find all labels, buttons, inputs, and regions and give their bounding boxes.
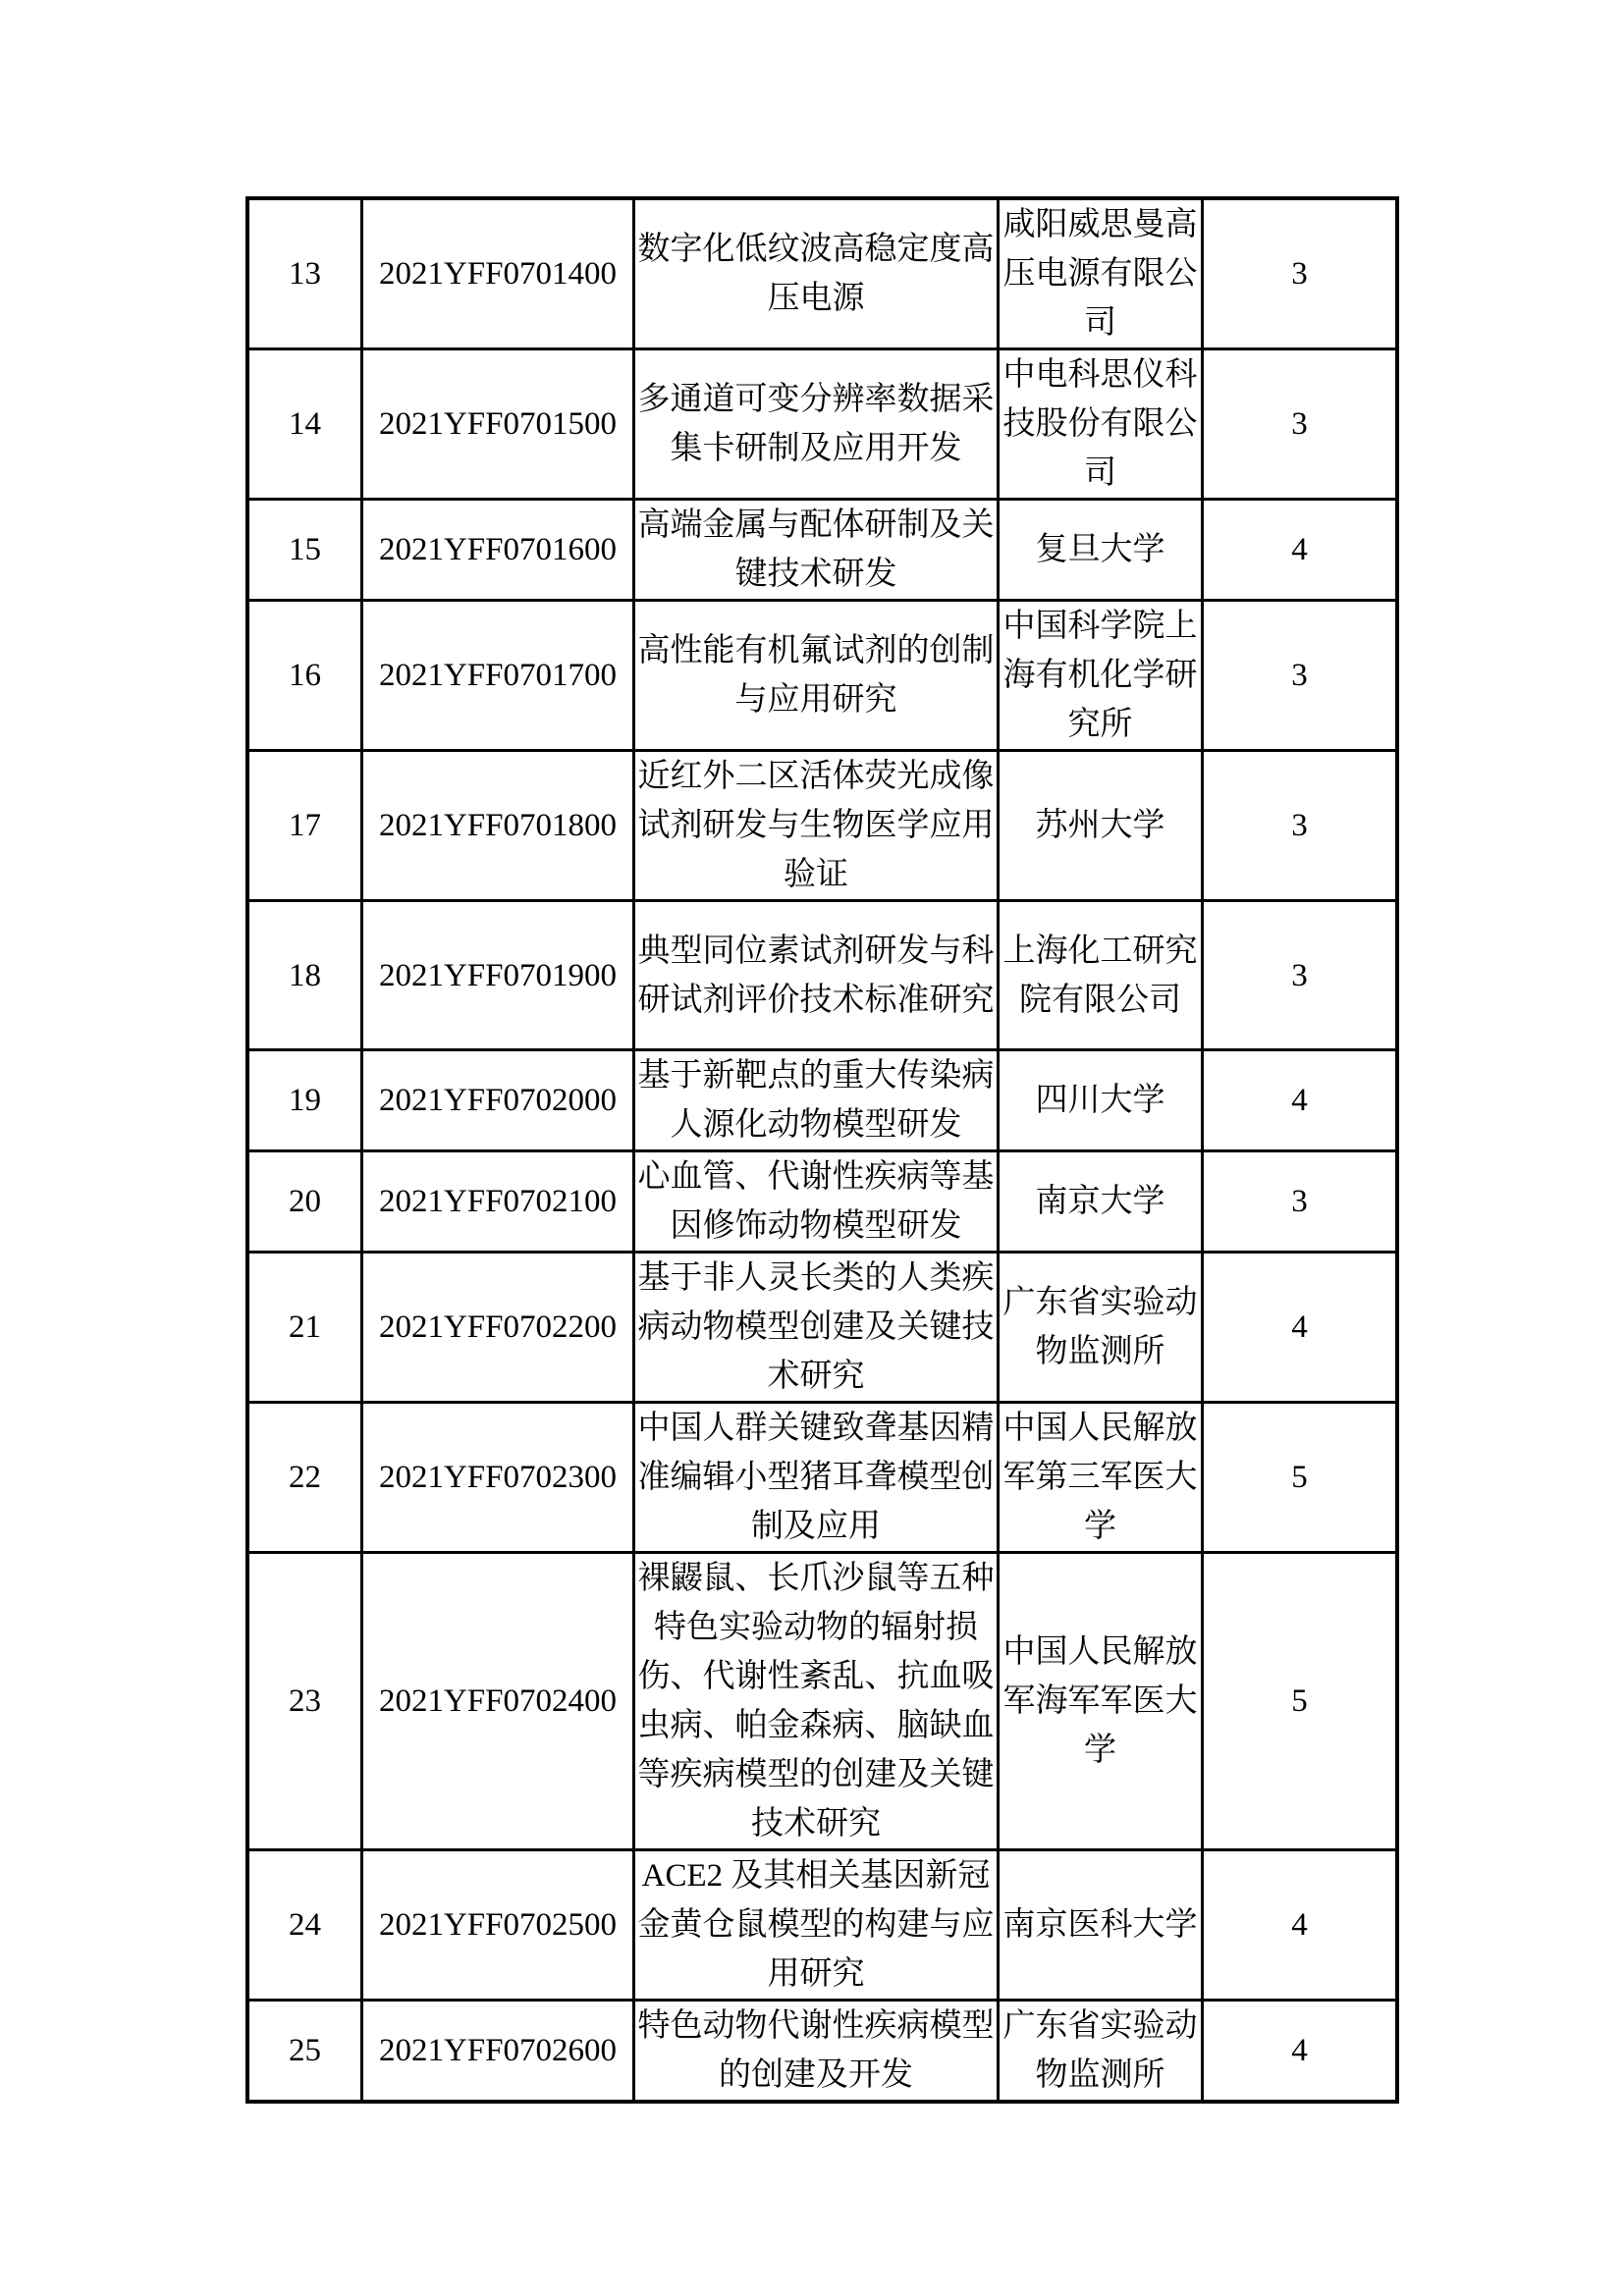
table-row xyxy=(247,601,1397,751)
count-cell: 3 xyxy=(1203,198,1398,349)
organization-cell: 南京医科大学 xyxy=(999,1850,1203,2001)
organization-cell: 复旦大学 xyxy=(999,500,1203,601)
project-code-cell: 2021YFF0702400 xyxy=(362,1553,634,1850)
project-code-cell: 2021YFF0701800 xyxy=(362,751,634,901)
project-code-cell: 2021YFF0701600 xyxy=(362,500,634,601)
projects-table xyxy=(245,196,1399,2104)
project-code-cell: 2021YFF0701900 xyxy=(362,901,634,1050)
row-number-cell: 23 xyxy=(247,1553,362,1850)
table-row xyxy=(247,198,1397,349)
project-title-cell: 多通道可变分辨率数据采集卡研制及应用开发 xyxy=(634,349,999,500)
table-row xyxy=(247,1151,1397,1253)
count-cell: 4 xyxy=(1203,2001,1398,2103)
project-title-cell: 数字化低纹波高稳定度高压电源 xyxy=(634,198,999,349)
count-cell: 3 xyxy=(1203,751,1398,901)
row-number-cell: 24 xyxy=(247,1850,362,2001)
table-row xyxy=(247,751,1397,901)
row-number-cell: 20 xyxy=(247,1151,362,1253)
row-number-cell: 22 xyxy=(247,1403,362,1553)
count-cell: 5 xyxy=(1203,1553,1398,1850)
row-number-cell: 21 xyxy=(247,1253,362,1403)
organization-cell: 苏州大学 xyxy=(999,751,1203,901)
project-code-cell: 2021YFF0701400 xyxy=(362,198,634,349)
count-cell: 4 xyxy=(1203,1253,1398,1403)
count-cell: 4 xyxy=(1203,1850,1398,2001)
project-title-cell: 心血管、代谢性疾病等基因修饰动物模型研发 xyxy=(634,1151,999,1253)
count-cell: 3 xyxy=(1203,901,1398,1050)
organization-cell: 中国科学院上海有机化学研究所 xyxy=(999,601,1203,751)
table-row xyxy=(247,2001,1397,2103)
project-title-cell: 典型同位素试剂研发与科研试剂评价技术标准研究 xyxy=(634,901,999,1050)
organization-cell: 四川大学 xyxy=(999,1050,1203,1151)
project-title-cell: 特色动物代谢性疾病模型的创建及开发 xyxy=(634,2001,999,2103)
row-number-cell: 17 xyxy=(247,751,362,901)
project-title-cell: 中国人群关键致聋基因精准编辑小型猪耳聋模型创制及应用 xyxy=(634,1403,999,1553)
project-title-cell: 高性能有机氟试剂的创制与应用研究 xyxy=(634,601,999,751)
table-row xyxy=(247,901,1397,1050)
project-title-cell: ACE2 及其相关基因新冠金黄仓鼠模型的构建与应用研究 xyxy=(634,1850,999,2001)
project-code-cell: 2021YFF0701500 xyxy=(362,349,634,500)
project-title-cell: 近红外二区活体荧光成像试剂研发与生物医学应用验证 xyxy=(634,751,999,901)
count-cell: 4 xyxy=(1203,500,1398,601)
project-code-cell: 2021YFF0702100 xyxy=(362,1151,634,1253)
table-row xyxy=(247,1850,1397,2001)
row-number-cell: 18 xyxy=(247,901,362,1050)
table-row xyxy=(247,1403,1397,1553)
project-code-cell: 2021YFF0702500 xyxy=(362,1850,634,2001)
project-code-cell: 2021YFF0702200 xyxy=(362,1253,634,1403)
count-cell: 3 xyxy=(1203,349,1398,500)
row-number-cell: 19 xyxy=(247,1050,362,1151)
table-row xyxy=(247,1050,1397,1151)
row-number-cell: 25 xyxy=(247,2001,362,2103)
table-row xyxy=(247,1553,1397,1850)
count-cell: 3 xyxy=(1203,1151,1398,1253)
organization-cell: 中国人民解放军第三军医大学 xyxy=(999,1403,1203,1553)
row-number-cell: 13 xyxy=(247,198,362,349)
organization-cell: 南京大学 xyxy=(999,1151,1203,1253)
count-cell: 5 xyxy=(1203,1403,1398,1553)
project-code-cell: 2021YFF0702600 xyxy=(362,2001,634,2103)
project-code-cell: 2021YFF0702000 xyxy=(362,1050,634,1151)
project-title-cell: 基于新靶点的重大传染病人源化动物模型研发 xyxy=(634,1050,999,1151)
count-cell: 3 xyxy=(1203,601,1398,751)
project-title-cell: 裸鼹鼠、长爪沙鼠等五种特色实验动物的辐射损伤、代谢性紊乱、抗血吸虫病、帕金森病、脑缺血等疾病模型的创建及关键技术研究 xyxy=(634,1553,999,1850)
row-number-cell: 15 xyxy=(247,500,362,601)
organization-cell: 上海化工研究院有限公司 xyxy=(999,901,1203,1050)
count-cell: 4 xyxy=(1203,1050,1398,1151)
project-title-cell: 高端金属与配体研制及关键技术研发 xyxy=(634,500,999,601)
project-title-cell: 基于非人灵长类的人类疾病动物模型创建及关键技术研究 xyxy=(634,1253,999,1403)
row-number-cell: 14 xyxy=(247,349,362,500)
table-row xyxy=(247,500,1397,601)
project-code-cell: 2021YFF0701700 xyxy=(362,601,634,751)
organization-cell: 广东省实验动物监测所 xyxy=(999,1253,1203,1403)
table-row xyxy=(247,1253,1397,1403)
row-number-cell: 16 xyxy=(247,601,362,751)
organization-cell: 广东省实验动物监测所 xyxy=(999,2001,1203,2103)
organization-cell: 中电科思仪科技股份有限公司 xyxy=(999,349,1203,500)
organization-cell: 咸阳威思曼高压电源有限公司 xyxy=(999,198,1203,349)
project-code-cell: 2021YFF0702300 xyxy=(362,1403,634,1553)
table-row xyxy=(247,349,1397,500)
organization-cell: 中国人民解放军海军军医大学 xyxy=(999,1553,1203,1850)
